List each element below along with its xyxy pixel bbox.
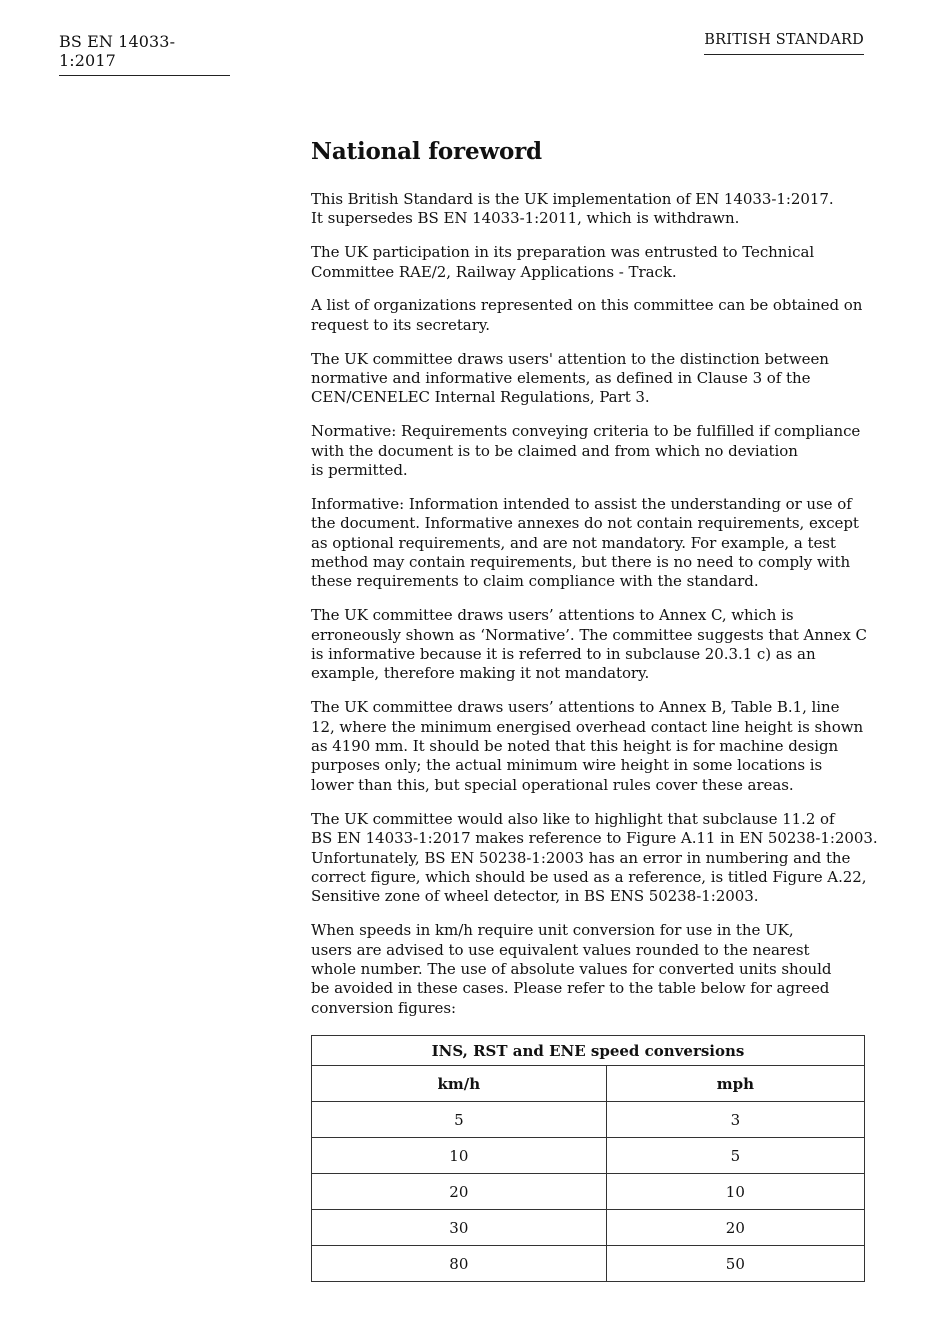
paragraph-line: Unfortunately, BS EN 50238-1:2003 has an error in numbering and the	[311, 848, 851, 867]
paragraph-line: erroneously shown as ‘Normative’. The committee suggests that Annex C	[311, 625, 867, 644]
paragraph	[311, 190, 867, 229]
paragraph-line: conversion figures:	[311, 998, 457, 1017]
table-caption: INS, RST and ENE speed conversions	[312, 1036, 865, 1066]
table-row	[312, 1102, 865, 1138]
paragraph-line: CEN/CENELEC Internal Regulations, Part 3.	[311, 388, 650, 407]
paragraph-line: lower than this, but special operational rules cover these areas.	[311, 775, 794, 794]
paragraph	[311, 350, 867, 408]
table-row	[312, 1210, 865, 1246]
paragraph	[311, 809, 878, 907]
page-title: National foreword	[311, 138, 542, 165]
paragraph-line: purposes only; the actual minimum wire height in some locations is	[311, 756, 823, 775]
table-row	[312, 1246, 865, 1282]
column-header-mph: mph	[606, 1066, 864, 1102]
paragraph-line: Sensitive zone of wheel detector, in BS ENS 50238-1:2003.	[311, 887, 759, 906]
paragraph-line: the document. Informative annexes do not contain requirements, except	[311, 514, 859, 533]
paragraph	[311, 243, 867, 282]
speed-conversion-table	[311, 1035, 865, 1282]
paragraph-line: normative and informative elements, as defined in Clause 3 of the	[311, 369, 811, 388]
foreword-body	[311, 190, 878, 1018]
table-body	[312, 1102, 865, 1282]
cell-mph: 3	[606, 1102, 864, 1138]
header-doc-type: BRITISH STANDARD	[704, 32, 864, 55]
paragraph-line: A list of organizations represented on this committee can be obtained on	[311, 296, 863, 315]
paragraph	[311, 495, 867, 592]
paragraph-line: these requirements to claim compliance with the standard.	[311, 572, 759, 591]
paragraph-line: request to its secretary.	[311, 315, 490, 334]
paragraph-line: as 4190 mm. It should be noted that this height is for machine design	[311, 737, 839, 756]
table-row	[312, 1174, 865, 1210]
paragraph-line: correct figure, which should be used as a reference, is titled Figure A.22,	[311, 867, 867, 886]
table-row	[312, 1138, 865, 1174]
paragraph-line: whole number. The use of absolute values for converted units should	[311, 959, 832, 978]
table-caption-row	[312, 1036, 865, 1066]
paragraph-line: When speeds in km/h require unit conversion for use in the UK,	[311, 921, 794, 940]
paragraph	[311, 422, 867, 480]
paragraph-line: users are advised to use equivalent values rounded to the nearest	[311, 940, 810, 959]
cell-mph: 50	[606, 1246, 864, 1282]
paragraph	[311, 698, 867, 795]
cell-kmh: 80	[312, 1246, 607, 1282]
paragraph-line: The UK committee draws users' attention to the distinction between	[311, 349, 829, 368]
paragraph-line: The UK participation in its preparation was entrusted to Technical	[311, 243, 815, 262]
cell-kmh: 30	[312, 1210, 607, 1246]
foreword-content	[311, 138, 878, 1282]
paragraph-line: example, therefore making it not mandatory.	[311, 664, 650, 683]
paragraph	[311, 296, 867, 335]
paragraph-line: method may contain requirements, but there is no need to comply with	[311, 553, 851, 572]
paragraph	[311, 921, 867, 1018]
paragraph-line: be avoided in these cases. Please refer to the table below for agreed	[311, 979, 830, 998]
cell-kmh: 5	[312, 1102, 607, 1138]
paragraph-line: as optional requirements, and are not mandatory. For example, a test	[311, 533, 836, 552]
paragraph-line: The UK committee would also like to highlight that subclause 11.2 of	[311, 809, 835, 828]
cell-kmh: 20	[312, 1174, 607, 1210]
paragraph-line: This British Standard is the UK implementation of EN 14033-1:2017.	[311, 190, 834, 208]
table-header-row	[312, 1066, 865, 1102]
paragraph-line: is informative because it is referred to in subclause 20.3.1 c) as an	[311, 645, 816, 664]
paragraph-line: Informative: Information intended to assist the understanding or use of	[311, 494, 852, 513]
paragraph-line: 12, where the minimum energised overhead contact line height is shown	[311, 717, 864, 736]
paragraph-line: with the document is to be claimed and from which no deviation	[311, 441, 798, 460]
paragraph	[311, 606, 867, 684]
paragraph-line: The UK committee draws users’ attentions to Annex B, Table B.1, line	[311, 698, 840, 717]
cell-mph: 10	[606, 1174, 864, 1210]
paragraph-line: is permitted.	[311, 461, 408, 480]
paragraph-line: BS EN 14033-1:2017 makes reference to Figure A.11 in EN 50238-1:2003.	[311, 829, 878, 848]
cell-mph: 5	[606, 1138, 864, 1174]
header-doc-id: BS EN 14033-1:2017	[59, 32, 230, 76]
paragraph-line: Normative: Requirements conveying criteria to be fulfilled if compliance	[311, 422, 861, 441]
paragraph-line: It supersedes BS EN 14033-1:2011, which is withdrawn.	[311, 209, 740, 228]
column-header-kmh: km/h	[312, 1066, 607, 1102]
paragraph-line: Committee RAE/2, Railway Applications - Track.	[311, 262, 677, 281]
paragraph-line: The UK committee draws users’ attentions to Annex C, which is	[311, 606, 794, 625]
cell-kmh: 10	[312, 1138, 607, 1174]
cell-mph: 20	[606, 1210, 864, 1246]
